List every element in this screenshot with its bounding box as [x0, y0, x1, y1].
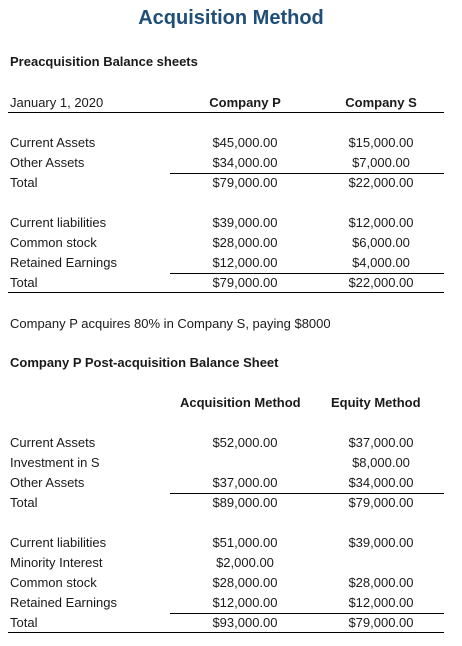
cell-company-s: $22,000.00 — [348, 275, 414, 290]
row-label: Common stock — [10, 575, 97, 590]
cell-acquisition: $2,000.00 — [216, 555, 274, 570]
col-header-company-s: Company S — [345, 95, 417, 110]
acquisition-note: Company P acquires 80% in Company S, paying $8000 — [10, 316, 331, 331]
cell-acquisition: $89,000.00 — [212, 495, 278, 510]
cell-equity: $12,000.00 — [348, 595, 414, 610]
total-rule — [170, 613, 444, 614]
row-label: Investment in S — [10, 455, 100, 470]
cell-equity: $8,000.00 — [352, 455, 410, 470]
row-label-total: Total — [10, 275, 38, 290]
cell-company-s: $12,000.00 — [348, 215, 414, 230]
row-label: Current liabilities — [10, 215, 107, 230]
total-rule — [170, 173, 444, 174]
cell-company-s: $6,000.00 — [352, 235, 410, 250]
cell-acquisition: $28,000.00 — [212, 575, 278, 590]
col-header-acquisition-method: Acquisition Method — [180, 395, 301, 410]
cell-equity: $28,000.00 — [348, 575, 414, 590]
row-label: Other Assets — [10, 155, 85, 170]
page-title: Acquisition Method — [138, 7, 324, 29]
row-label-total: Total — [10, 495, 38, 510]
cell-company-s: $22,000.00 — [348, 175, 414, 190]
bottom-rule — [8, 292, 444, 293]
cell-equity: $34,000.00 — [348, 475, 414, 490]
row-label: Current Assets — [10, 435, 96, 450]
cell-company-s: $4,000.00 — [352, 255, 410, 270]
section1-heading: Preacquisition Balance sheets — [10, 54, 198, 69]
cell-company-p: $12,000.00 — [212, 255, 278, 270]
row-label-total: Total — [10, 175, 38, 190]
cell-acquisition: $52,000.00 — [212, 435, 278, 450]
cell-company-s: $7,000.00 — [352, 155, 410, 170]
row-label: Retained Earnings — [10, 255, 117, 270]
cell-company-p: $34,000.00 — [212, 155, 278, 170]
cell-acquisition: $93,000.00 — [212, 615, 278, 630]
row-label-total: Total — [10, 615, 38, 630]
date-label: January 1, 2020 — [10, 95, 104, 110]
total-rule — [170, 273, 444, 274]
cell-equity: $39,000.00 — [348, 535, 414, 550]
cell-company-p: $39,000.00 — [212, 215, 278, 230]
section2-heading: Company P Post-acquisition Balance Sheet — [10, 355, 279, 370]
cell-company-p: $45,000.00 — [212, 135, 278, 150]
cell-acquisition: $37,000.00 — [212, 475, 278, 490]
row-label: Retained Earnings — [10, 595, 117, 610]
header-rule — [8, 112, 444, 113]
cell-company-p: $79,000.00 — [212, 275, 278, 290]
cell-equity: $37,000.00 — [348, 435, 414, 450]
row-label: Common stock — [10, 235, 97, 250]
cell-company-s: $15,000.00 — [348, 135, 414, 150]
col-header-company-p: Company P — [209, 95, 281, 110]
cell-acquisition: $12,000.00 — [212, 595, 278, 610]
cell-equity: $79,000.00 — [348, 495, 414, 510]
row-label: Current Assets — [10, 135, 96, 150]
cell-equity: $79,000.00 — [348, 615, 414, 630]
bottom-rule — [8, 632, 444, 633]
cell-company-p: $79,000.00 — [212, 175, 278, 190]
col-header-equity-method: Equity Method — [331, 395, 421, 410]
row-label: Other Assets — [10, 475, 85, 490]
cell-acquisition: $51,000.00 — [212, 535, 278, 550]
total-rule — [170, 493, 444, 494]
cell-company-p: $28,000.00 — [212, 235, 278, 250]
row-label: Current liabilities — [10, 535, 107, 550]
row-label: Minority Interest — [10, 555, 103, 570]
